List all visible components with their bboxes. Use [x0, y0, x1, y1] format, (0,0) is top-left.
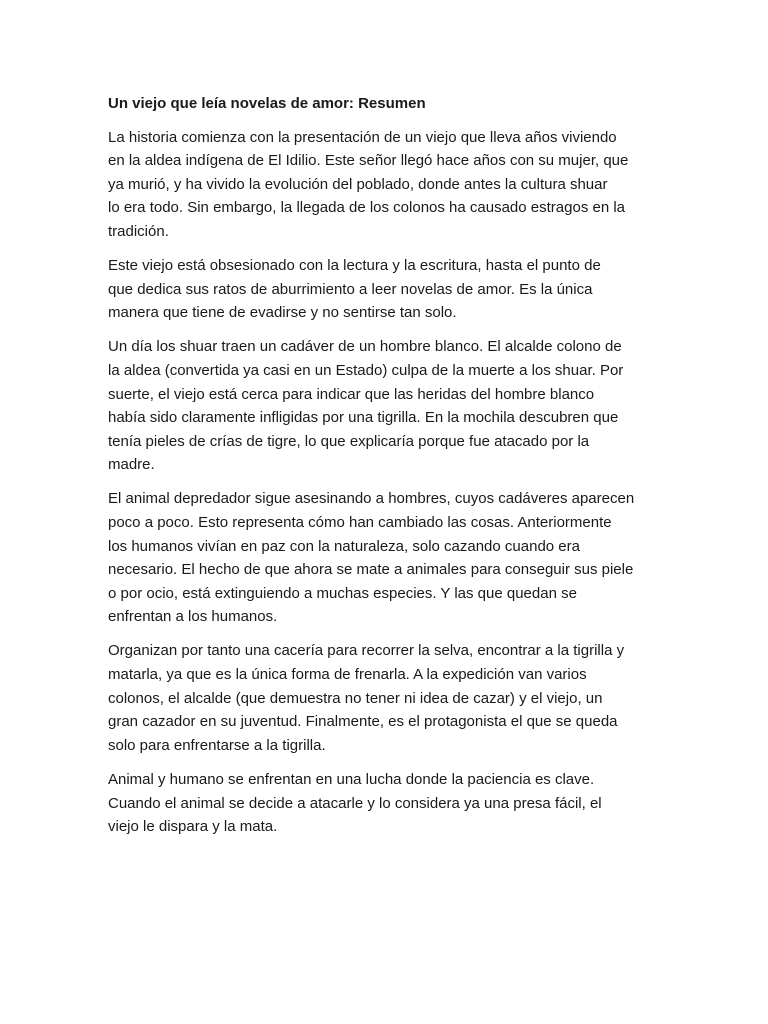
paragraph-line: enfrentan a los humanos.: [108, 608, 278, 626]
paragraph-line: Cuando el animal se decide a atacarle y lo considera ya una presa fácil, el: [108, 794, 602, 812]
paragraph-1: [108, 126, 668, 244]
paragraph-line: la aldea (convertida ya casi en un Estado) culpa de la muerte a los shuar. Por: [108, 361, 624, 379]
paragraph-line: necesario. El hecho de que ahora se mate a animales para conseguir sus piele: [108, 561, 634, 579]
paragraph-line: Organizan por tanto una cacería para recorrer la selva, encontrar a la tigrilla y: [108, 642, 625, 660]
paragraph-line: en la aldea indígena de El Idilio. Este señor llegó hace años con su mujer, que: [108, 152, 629, 170]
paragraph-4: [108, 487, 668, 629]
paragraph-line: Un día los shuar traen un cadáver de un hombre blanco. El alcalde colono de: [108, 338, 622, 356]
paragraph-line: El animal depredador sigue asesinando a hombres, cuyos cadáveres aparecen: [108, 490, 635, 508]
document-title: Un viejo que leía novelas de amor: Resumen: [108, 95, 426, 112]
paragraph-line: ya murió, y ha vivido la evolución del poblado, donde antes la cultura shuar: [108, 175, 608, 193]
paragraph-line: tenía pieles de crías de tigre, lo que explicaría porque fue atacado por la: [108, 432, 590, 450]
paragraph-line: los humanos vivían en paz con la naturaleza, solo cazando cuando era: [108, 537, 580, 555]
paragraph-line: suerte, el viejo está cerca para indicar que las heridas del hombre blanco: [108, 385, 595, 403]
paragraph-3: [108, 335, 668, 477]
paragraph-line: poco a poco. Esto representa cómo han cambiado las cosas. Anteriormente: [108, 514, 612, 531]
paragraph-line: matarla, ya que es la única forma de frenarla. A la expedición van varios: [108, 666, 587, 684]
paragraph-line: La historia comienza con la presentación de un viejo que lleva años viviendo: [108, 128, 617, 146]
paragraph-line: Animal y humano se enfrentan en una lucha donde la paciencia es clave.: [108, 770, 595, 788]
paragraph-line: manera que tiene de evadirse y no sentirse tan solo.: [108, 304, 457, 322]
paragraph-line: viejo le dispara y la mata.: [108, 818, 278, 836]
paragraph-line: solo para enfrentarse a la tigrilla.: [108, 736, 326, 754]
paragraph-line: que dedica sus ratos de aburrimiento a leer novelas de amor. Es la única: [108, 280, 593, 298]
paragraph-6: [108, 768, 668, 839]
document-page: [108, 92, 668, 849]
paragraph-line: había sido claramente infligidas por una tigrilla. En la mochila descubren que: [108, 409, 619, 427]
paragraph-5: [108, 639, 668, 757]
paragraph-line: o por ocio, está extinguiendo a muchas especies. Y las que quedan se: [108, 584, 577, 602]
paragraph-line: madre.: [108, 456, 155, 474]
paragraph-line: Este viejo está obsesionado con la lectura y la escritura, hasta el punto de: [108, 257, 601, 275]
paragraph-2: [108, 254, 668, 325]
paragraph-line: colonos, el alcalde (que demuestra no tener ni idea de cazar) y el viejo, un: [108, 689, 603, 707]
paragraph-line: gran cazador en su juventud. Finalmente, es el protagonista el que se queda: [108, 713, 618, 731]
paragraph-line: lo era todo. Sin embargo, la llegada de los colonos ha causado estragos en la: [108, 199, 626, 217]
paragraph-line: tradición.: [108, 222, 169, 240]
